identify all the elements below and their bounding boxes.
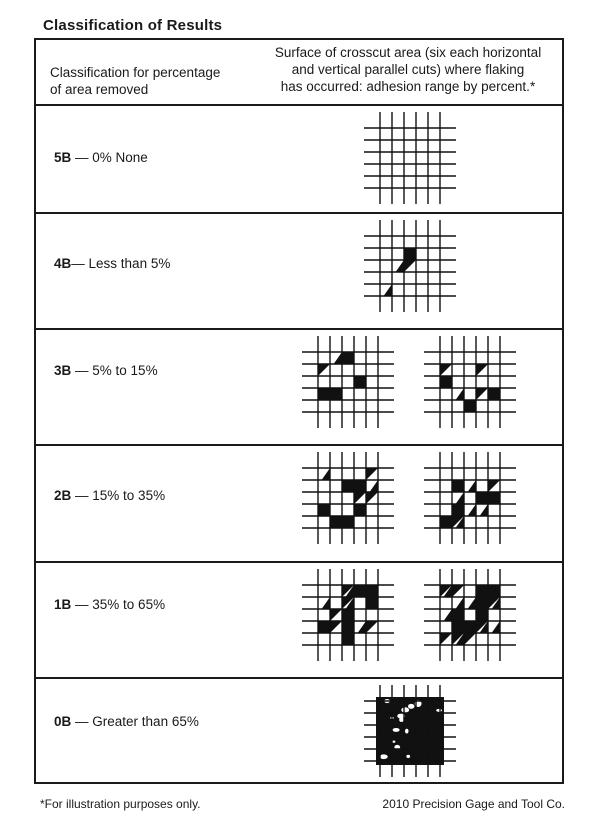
crosscut-grid-5b (360, 108, 460, 208)
flaked-area (452, 609, 464, 621)
rating-desc: Less than 5% (88, 256, 171, 271)
rating-desc: 15% to 35% (92, 488, 166, 503)
flaked-area (342, 516, 354, 528)
flaked-area (354, 376, 366, 388)
table-header (36, 40, 562, 106)
table-row-label: 4B— Less than 5% (54, 256, 171, 271)
flaked-area (318, 388, 330, 400)
flaked-area (366, 492, 378, 504)
flaked-area (330, 609, 342, 621)
flaked-area (396, 260, 404, 272)
crosscut-grid-3b-b (420, 332, 520, 432)
crosscut-grid-3b-a (298, 332, 398, 432)
flaked-area (492, 621, 500, 633)
crosscut-grid-1b-a (298, 565, 398, 665)
flaked-area (488, 480, 500, 492)
flaked-area (366, 597, 378, 609)
flaked-area (488, 585, 500, 597)
flaked-area (358, 621, 366, 633)
flaked-area (384, 284, 392, 296)
crosscut-grid-0b (360, 681, 460, 781)
flaked-area (354, 585, 366, 597)
row-divider (36, 104, 562, 106)
table-row-label: 5B — 0% None (54, 150, 148, 165)
flaked-area (452, 585, 464, 597)
flaked-area (354, 492, 366, 504)
flaked-area (468, 504, 476, 516)
rating-desc: 0% None (92, 150, 148, 165)
flaked-area (366, 585, 378, 597)
flaked-area (468, 480, 476, 492)
header-right-line: has occurred: adhesion range by percent.* (280, 79, 536, 94)
flaked-area (342, 609, 354, 621)
table-row-label: 2B — 15% to 35% (54, 488, 166, 503)
row-divider (36, 561, 562, 563)
rating-desc: Greater than 65% (92, 714, 199, 729)
flaked-area (370, 480, 378, 492)
flaked-area (330, 516, 342, 528)
flaked-area (354, 480, 366, 492)
flaked-area (476, 492, 488, 504)
rating-code: 5B (54, 150, 72, 165)
flaked-area (440, 364, 452, 376)
flaked-area (440, 376, 452, 388)
header-classification (50, 64, 250, 98)
crosscut-grid-2b-b (420, 448, 520, 548)
flaked-area (342, 352, 354, 364)
flaked-area (488, 492, 500, 504)
crosscut-grid-1b-b (420, 565, 520, 665)
flaked-area (468, 597, 476, 609)
flaked-area (322, 468, 330, 480)
table-row-label: 1B — 35% to 65% (54, 597, 166, 612)
flaked-area (452, 504, 464, 516)
rating-code: 3B (54, 363, 72, 378)
intact-spot (380, 754, 388, 759)
intact-spot (406, 755, 410, 758)
flaked-area (318, 621, 330, 633)
flaked-area (476, 609, 488, 621)
flaked-area (330, 388, 342, 400)
intact-spot (393, 728, 400, 732)
rating-code: 0B (54, 714, 72, 729)
flaked-area (464, 621, 476, 633)
rating-desc: 5% to 15% (92, 363, 158, 378)
intact-spot (405, 729, 409, 734)
footnote: *For illustration purposes only. (40, 797, 201, 811)
flaked-area (456, 597, 464, 609)
row-divider (36, 212, 562, 214)
flaked-area (404, 248, 416, 260)
table-row-label: 3B — 5% to 15% (54, 363, 158, 378)
flaked-area (456, 388, 464, 400)
flaked-area (456, 492, 464, 504)
flaked-area (440, 516, 452, 528)
flaked-area (318, 364, 330, 376)
header-left-line: Classification for percentage (50, 65, 221, 80)
flaked-area (366, 468, 378, 480)
header-right-line: Surface of crosscut area (six each horizontal (274, 45, 542, 60)
flaked-area (476, 364, 488, 376)
row-divider (36, 444, 562, 446)
flaked-area (354, 504, 366, 516)
intact-spot (408, 704, 414, 709)
flaked-area (480, 504, 488, 516)
header-right-line: and vertical parallel cuts) where flaking (291, 62, 525, 77)
flaked-area (444, 609, 452, 621)
credit: 2010 Precision Gage and Tool Co. (382, 797, 565, 811)
flaked-area (318, 504, 330, 516)
flaked-area (440, 633, 452, 645)
header-surface-description (250, 44, 566, 95)
classification-table (34, 38, 564, 784)
flaked-area (476, 388, 488, 400)
intact-spot (401, 707, 409, 712)
flaked-area (476, 585, 488, 597)
rating-code: 4B (54, 256, 72, 271)
flaked-area (342, 480, 354, 492)
rating-code: 2B (54, 488, 72, 503)
flaked-area (366, 621, 378, 633)
table-row-label: 0B — Greater than 65% (54, 714, 199, 729)
flaked-area (464, 633, 476, 645)
crosscut-grid-4b (360, 216, 460, 316)
rating-desc: 35% to 65% (92, 597, 166, 612)
flaked-area (488, 388, 500, 400)
flaked-area (322, 597, 330, 609)
flaked-area (452, 621, 464, 633)
row-divider (36, 677, 562, 679)
crosscut-grid-2b-a (298, 448, 398, 548)
row-divider (36, 328, 562, 330)
flaked-area (334, 352, 342, 364)
flaked-area (404, 260, 416, 272)
flaked-area (330, 621, 342, 633)
rating-code: 1B (54, 597, 72, 612)
intact-spot (436, 709, 442, 712)
page-title: Classification of Results (43, 17, 223, 34)
header-left-line: of area removed (50, 82, 149, 97)
flaked-area (452, 480, 464, 492)
